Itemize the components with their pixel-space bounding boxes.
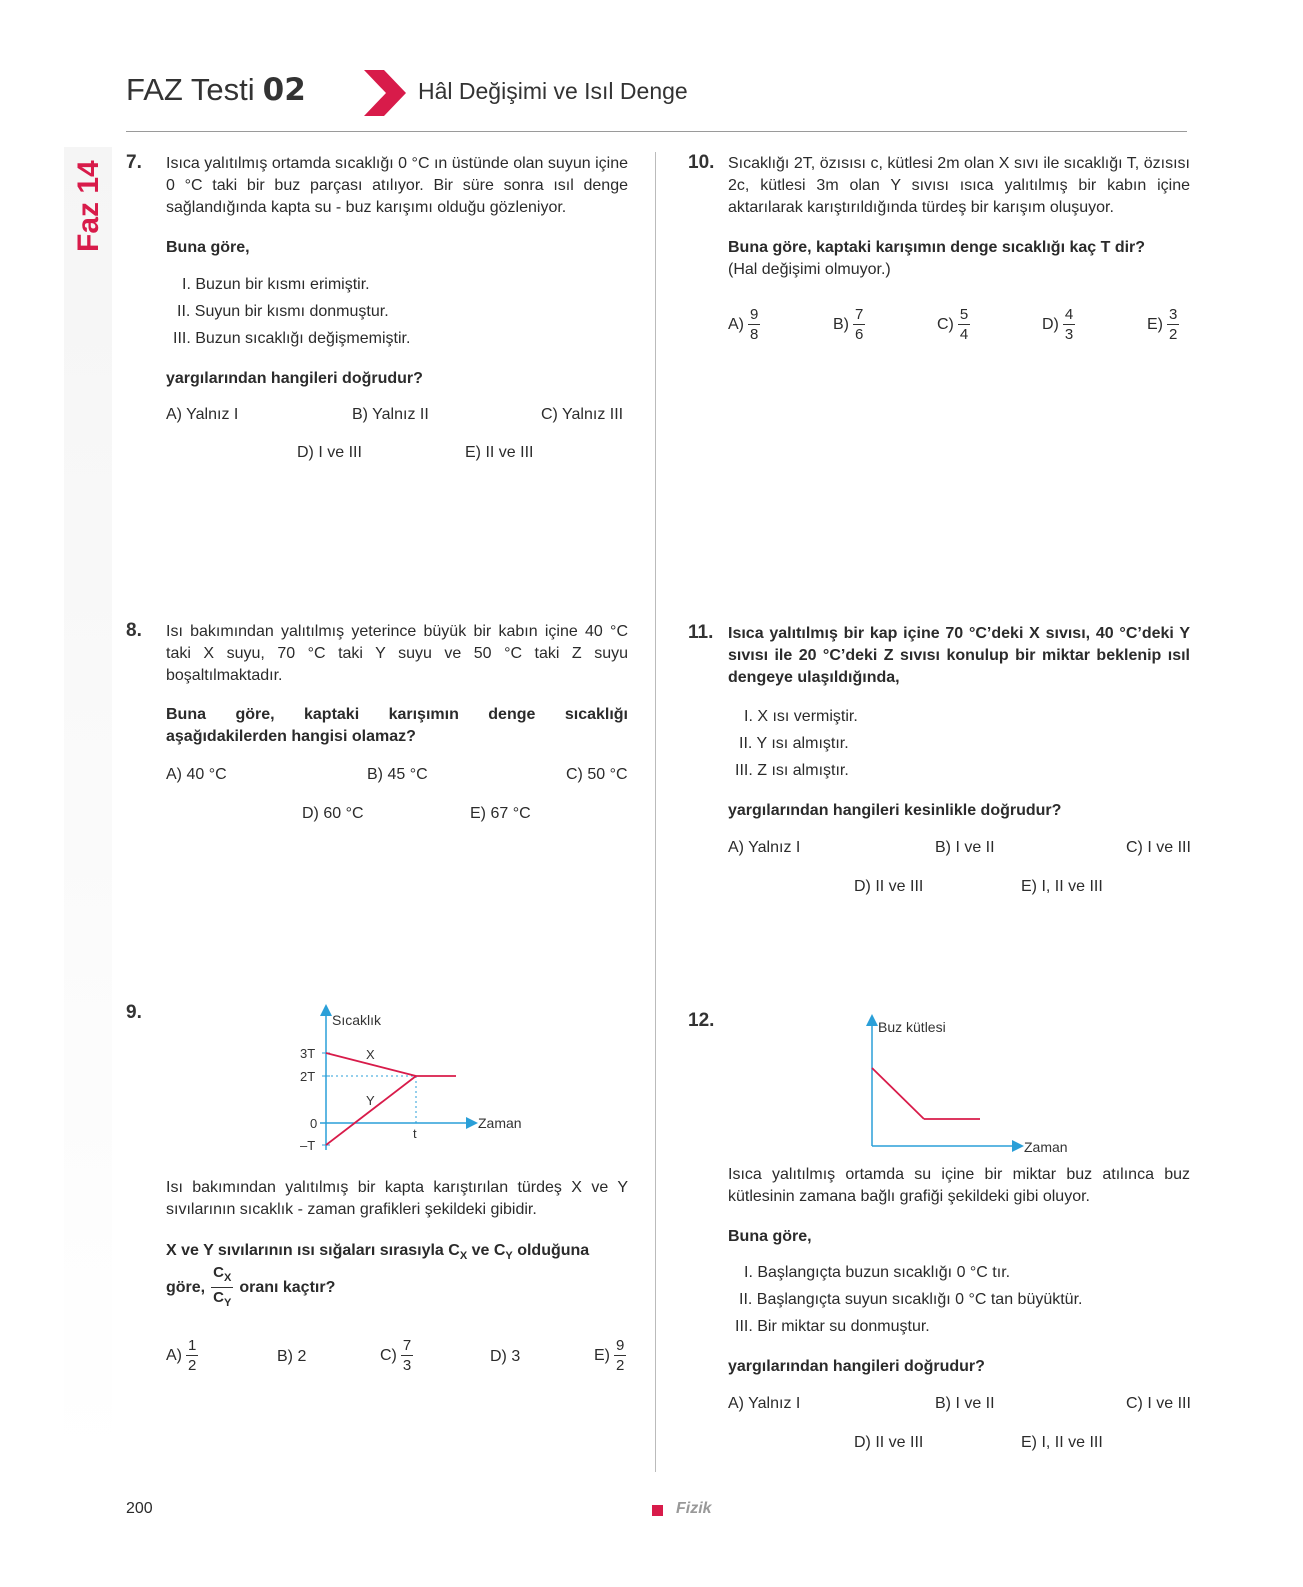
option-a[interactable]: A) Yalnız I (728, 839, 801, 856)
question-number: 8. (126, 620, 142, 641)
option-a[interactable]: A) $\frac{9}{8}$ (728, 306, 759, 343)
series-y-label: Y (366, 1093, 375, 1108)
question-text: Isıca yalıtılmış ortamda sıcaklığı 0 °C ın üstünde olan suyun içine 0 °C taki bir buz parçası atılıyor. Bir süre sonra ısıl denge sağlandığında kapta su - buz karışımı olduğu gözleniyor. (166, 155, 628, 216)
option-c[interactable]: C) Yalnız III (541, 406, 624, 423)
option-e[interactable]: E) II ve III (465, 444, 534, 461)
option-d[interactable]: D) II ve III (854, 1434, 924, 1451)
question-number: 10. (688, 152, 715, 173)
option-b[interactable]: B) Yalnız II (352, 406, 429, 423)
ratio-fraction: $\frac{C_X}{C_Y}$ (213, 1264, 232, 1309)
option-b[interactable]: B) 45 °C (367, 766, 428, 783)
statement-item: I. Başlangıçta buzun sıcaklığı 0 °C tır. (744, 1264, 1011, 1281)
question-text: Isı bakımından yalıtılmış bir kapta karıştırılan türdeş X ve Y sıvılarının sıcaklık - zaman grafikleri şekildeki gibidir. (166, 1179, 628, 1218)
question-stem-ratio: göre, $\frac{C_X}{C_Y}$ oranı kaçtır? (166, 1264, 336, 1309)
mass-decrease-line (872, 1068, 924, 1119)
side-band (64, 147, 112, 1469)
statement-item: I. X ısı vermiştir. (744, 708, 858, 725)
question-stem: Buna göre, kaptaki karışımın denge sıcaklığı kaç T dir? (728, 239, 1146, 256)
question-stem: X ve Y sıvılarının ısı sığaları sırasıyla $C_X$ ve $C_Y$ olduğuna (166, 1242, 590, 1263)
question-prompt: Buna göre, (728, 1228, 812, 1245)
y-axis-label: Sıcaklık (332, 1012, 382, 1028)
chevron-right-icon (364, 70, 408, 116)
option-c[interactable]: C) 50 °C (566, 766, 628, 783)
question-stem: Buna göre, kaptaki karışımın denge sıcaklığı aşağıdakilerden hangisi olamaz? (166, 706, 628, 745)
statement-item: III. Bir miktar su donmuştur. (735, 1318, 930, 1335)
x-axis-label: Zaman (1024, 1139, 1068, 1155)
question-prompt: Buna göre, (166, 239, 250, 256)
statement-item: II. Suyun bir kısmı donmuştur. (177, 303, 389, 320)
tick-label: –T (300, 1138, 316, 1153)
page-number: 200 (126, 1500, 153, 1517)
side-label (70, 150, 106, 260)
subject-label: Fizik (676, 1500, 712, 1517)
option-b[interactable]: B) I ve II (935, 1395, 995, 1412)
question-number: 9. (126, 1002, 142, 1023)
statement-item: I. Buzun bir kısmı erimiştir. (182, 276, 370, 293)
option-d[interactable]: D) 3 (490, 1348, 521, 1365)
option-b[interactable]: B) $\frac{7}{6}$ (833, 306, 864, 343)
test-subtitle: Hâl Değişimi ve Isıl Denge (418, 78, 688, 104)
question-stem: yargılarından hangileri kesinlikle doğrudur? (728, 802, 1062, 819)
option-e[interactable]: E) I, II ve III (1021, 878, 1103, 895)
tick-label: t (413, 1126, 417, 1141)
y-axis-label: Buz kütlesi (878, 1019, 946, 1035)
question-text: Isı bakımından yalıtılmış yeterince büyük bir kabın içine 40 °C taki X suyu, 70 °C taki Y suyu ve 50 °C taki Z suyu boşaltılmaktadır. (166, 623, 628, 684)
question-number: 7. (126, 152, 142, 173)
temperature-time-graph (290, 1002, 540, 1162)
question-stem: yargılarından hangileri doğrudur? (728, 1358, 985, 1375)
ice-mass-time-graph (860, 1010, 1090, 1160)
question-text: Isıca yalıtılmış ortamda su içine bir miktar buz atılınca buz kütlesinin zamana bağlı grafiği şekildeki gibi oluyor. (728, 1166, 1190, 1205)
option-b[interactable]: B) I ve II (935, 839, 995, 856)
question-number: 12. (688, 1010, 715, 1031)
header-divider (126, 131, 1187, 132)
series-x-label: X (366, 1047, 375, 1062)
option-d[interactable]: D) I ve III (297, 444, 362, 461)
statement-item: III. Z ısı almıştır. (735, 762, 849, 779)
option-a[interactable]: A) $\frac{1}{2}$ (166, 1337, 197, 1374)
option-c[interactable]: C) I ve III (1126, 1395, 1191, 1412)
tick-label: 2T (300, 1069, 316, 1084)
test-number: 02 (262, 72, 306, 108)
option-d[interactable]: D) $\frac{4}{3}$ (1042, 306, 1074, 343)
question-number: 11. (688, 622, 714, 643)
statement-item: III. Buzun sıcaklığı değişmemiştir. (173, 330, 411, 347)
series-y-line (326, 1076, 416, 1145)
option-a[interactable]: A) Yalnız I (728, 1395, 801, 1412)
question-note: (Hal değişimi olmuyor.) (728, 261, 891, 278)
test-title: FAZ Testi 02 (126, 72, 306, 108)
question-text: Sıcaklığı 2T, özısısı c, kütlesi 2m olan X sıvı ile sıcaklığı T, özısısı 2c, kütlesi 3m olan Y sıvısı ısıca yalıtılmış bir kabın içine aktarılarak karıştırıldığında türdeş bir karışım oluşuyor. (728, 155, 1190, 216)
option-d[interactable]: D) 60 °C (302, 805, 364, 822)
statement-item: II. Başlangıçta suyun sıcaklığı 0 °C tan büyüktür. (739, 1291, 1083, 1308)
svg-text:Faz 14: Faz 14 (72, 160, 105, 252)
option-e[interactable]: E) $\frac{3}{2}$ (1147, 306, 1178, 343)
option-d[interactable]: D) II ve III (854, 878, 924, 895)
option-b[interactable]: B) 2 (277, 1348, 307, 1365)
option-e[interactable]: E) I, II ve III (1021, 1434, 1103, 1451)
option-c[interactable]: C) $\frac{5}{4}$ (937, 306, 969, 343)
question-text: Isıca yalıtılmış bir kap içine 70 °C’deki X sıvısı, 40 °C’deki Y sıvısı ile 20 °C’deki Z sıvısı konulup bir miktar beklenip ısıl dengeye ulaşıldığında, (728, 625, 1190, 686)
subject-marker-icon (652, 1505, 663, 1516)
option-c[interactable]: C) I ve III (1126, 839, 1191, 856)
column-divider (655, 152, 656, 1472)
statement-item: II. Y ısı almıştır. (739, 735, 849, 752)
question-stem: yargılarından hangileri doğrudur? (166, 370, 423, 387)
option-a[interactable]: A) 40 °C (166, 766, 227, 783)
option-e[interactable]: E) $\frac{9}{2}$ (594, 1337, 625, 1374)
tick-label: 3T (300, 1046, 316, 1061)
option-c[interactable]: C) $\frac{7}{3}$ (380, 1337, 412, 1374)
option-a[interactable]: A) Yalnız I (166, 406, 239, 423)
x-axis-label: Zaman (478, 1115, 522, 1131)
option-e[interactable]: E) 67 °C (470, 805, 531, 822)
tick-label: 0 (310, 1116, 318, 1131)
